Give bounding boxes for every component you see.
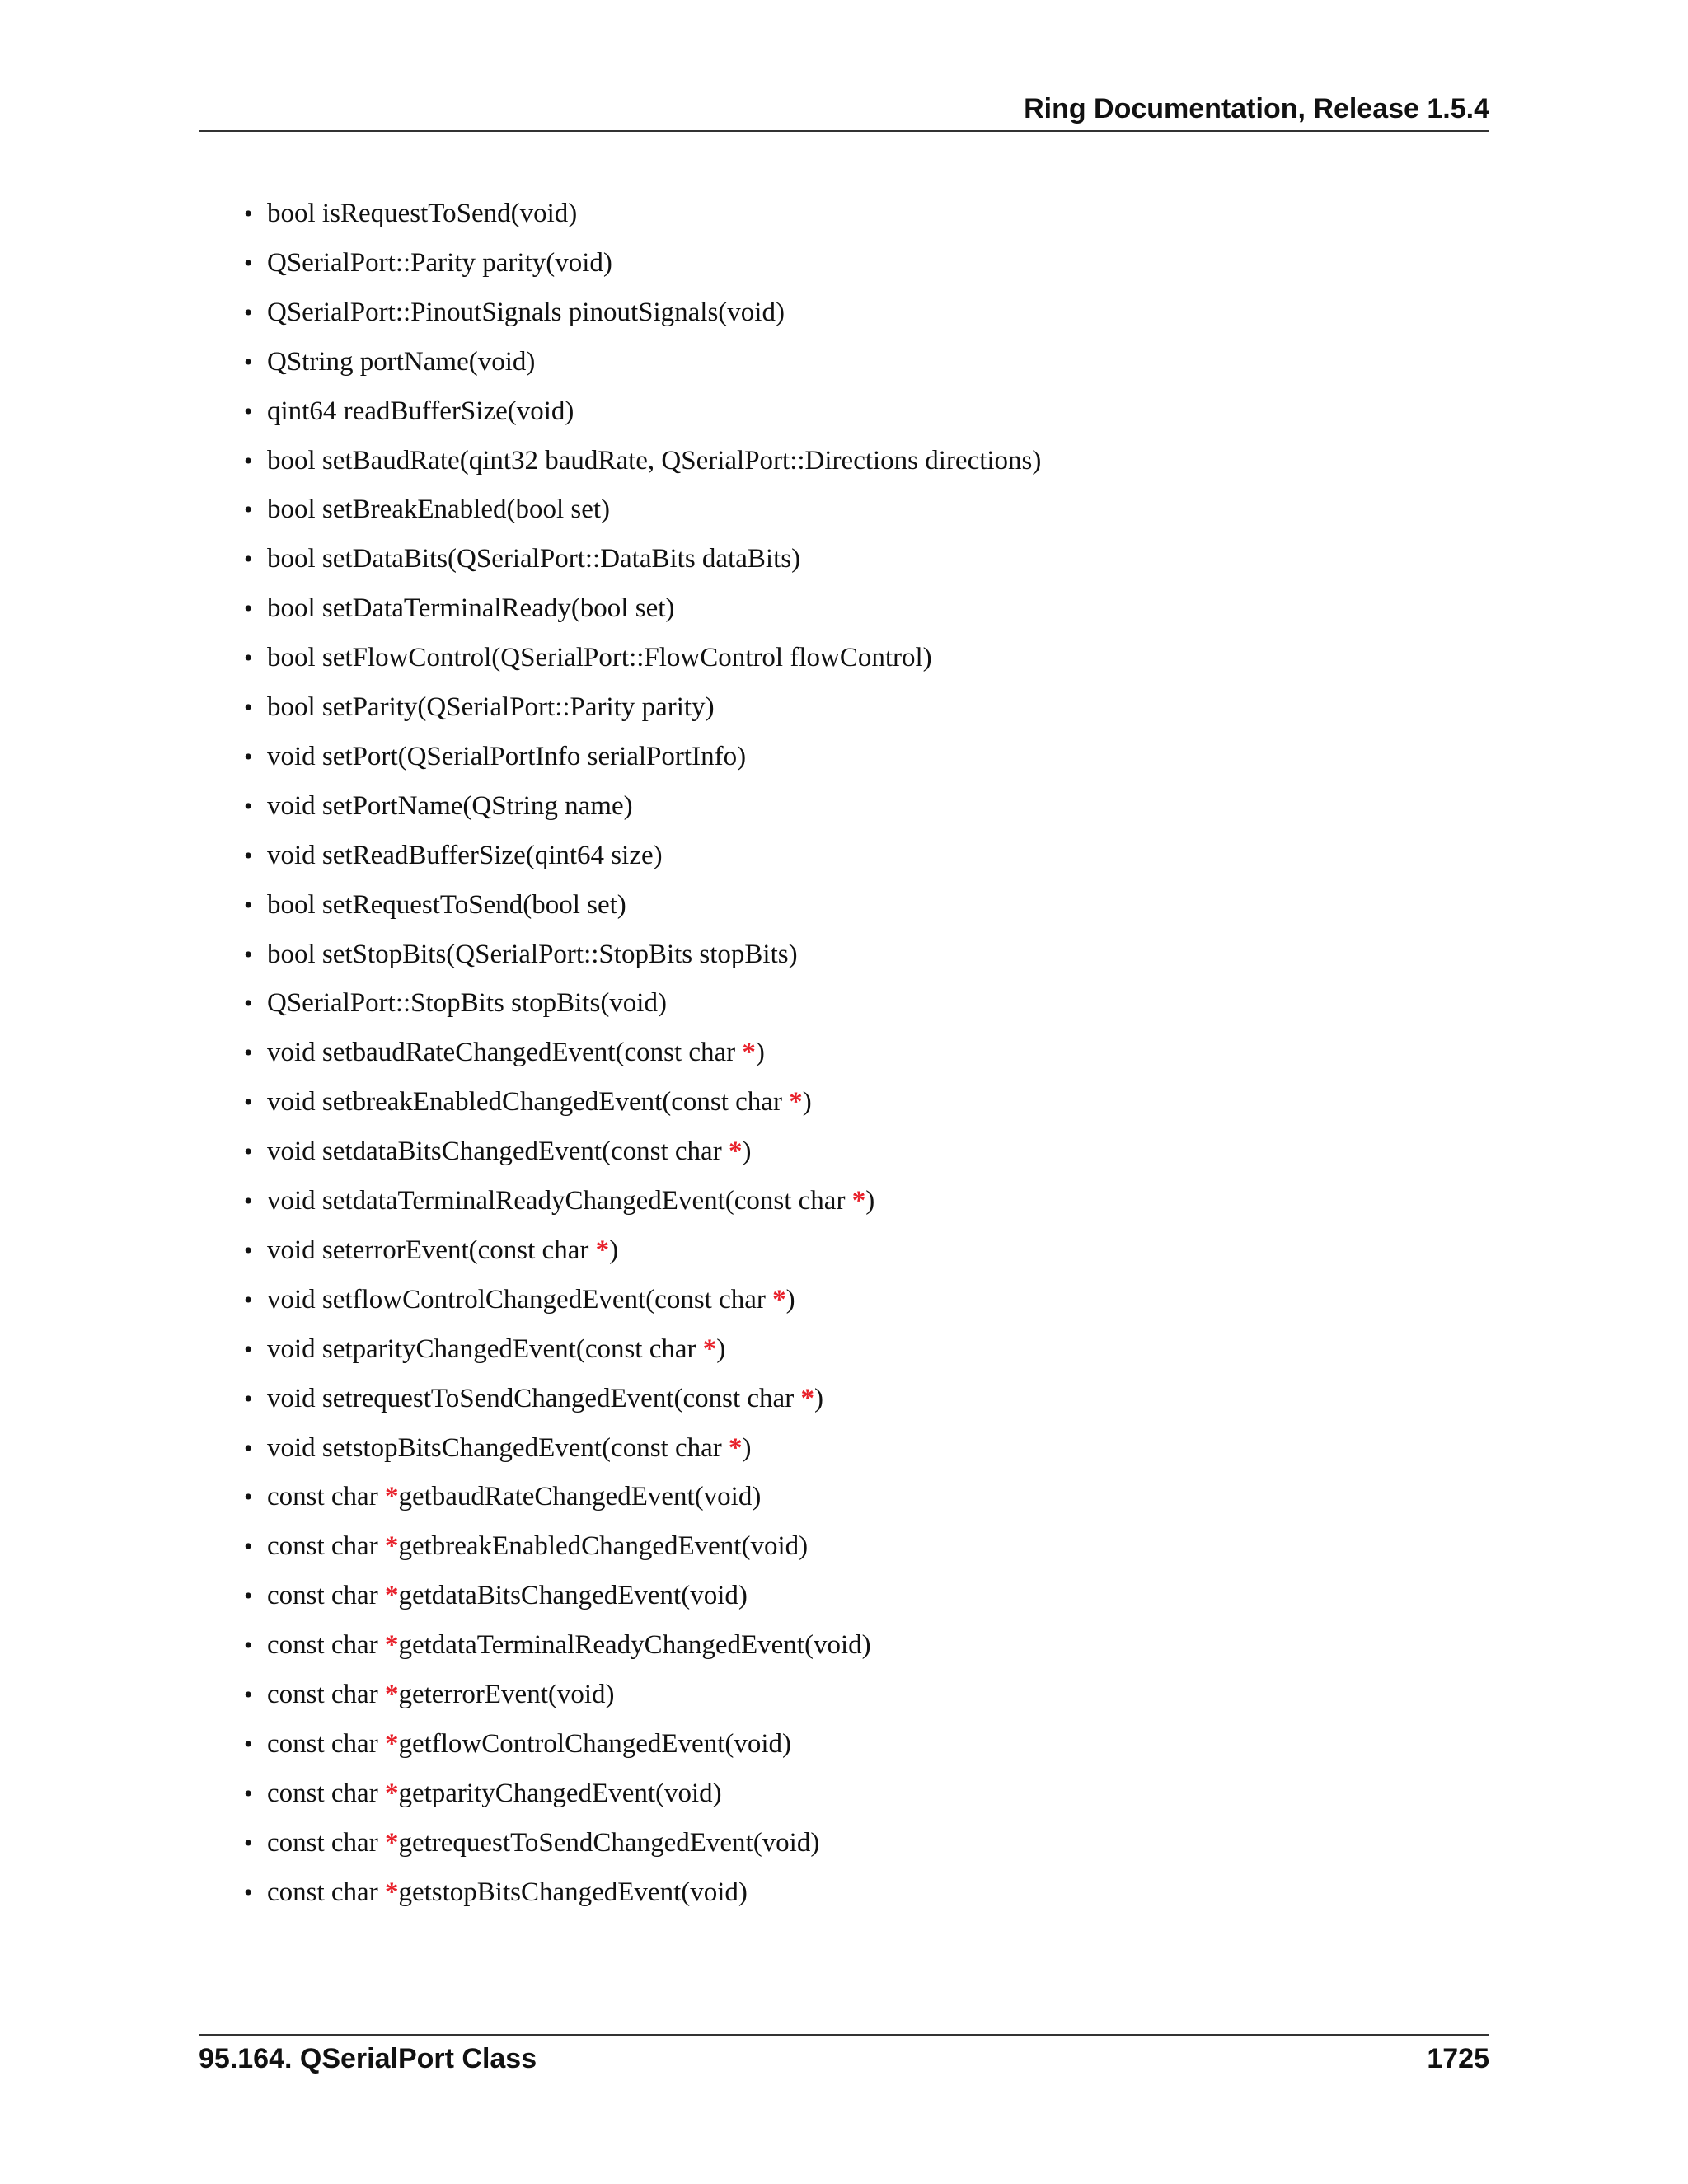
pointer-star: * <box>800 1384 814 1413</box>
method-signature-text: const char <box>267 1779 385 1808</box>
bullet-icon: • <box>244 496 253 523</box>
method-item <box>244 588 674 628</box>
method-signature-text: void setdataTerminalReadyChangedEvent(const char <box>267 1186 852 1216</box>
pointer-star: * <box>384 1581 399 1610</box>
method-item <box>244 1625 871 1665</box>
bullet-icon: • <box>244 546 253 573</box>
method-signature-text: const char <box>267 1729 385 1759</box>
method-signature-text: getflowControlChangedEvent(void) <box>398 1729 792 1759</box>
pointer-star: * <box>702 1334 717 1364</box>
bullet-icon: • <box>244 595 253 622</box>
bullet-icon: • <box>244 1286 253 1314</box>
bullet-icon: • <box>244 1435 253 1462</box>
method-item <box>244 243 612 283</box>
method-signature-text: bool setBaudRate(qint32 baudRate, QSerialPort::Directions directions) <box>267 446 1042 476</box>
bullet-icon: • <box>244 299 253 326</box>
method-item <box>244 1181 874 1221</box>
bullet-icon: • <box>244 250 253 277</box>
footer-section-title: 95.164. QSerialPort Class <box>199 2043 537 2074</box>
method-signature-text: bool setFlowControl(QSerialPort::FlowControl flowControl) <box>267 643 932 673</box>
running-header: Ring Documentation, Release 1.5.4 <box>1024 93 1489 124</box>
method-item <box>244 1872 748 1912</box>
method-signature-text: bool isRequestToSend(void) <box>267 199 578 228</box>
method-item <box>244 1033 765 1072</box>
method-item <box>244 490 610 529</box>
method-item <box>244 885 626 925</box>
running-footer <box>199 2042 1489 2075</box>
bullet-icon: • <box>244 1089 253 1116</box>
method-signature-text: const char <box>267 1877 385 1907</box>
method-signature-text: getbreakEnabledChangedEvent(void) <box>398 1531 809 1561</box>
bullet-icon: • <box>244 743 253 771</box>
method-item <box>244 1379 823 1418</box>
pointer-star: * <box>851 1186 866 1216</box>
method-signature-text: void setdataBitsChangedEvent(const char <box>267 1137 729 1166</box>
method-signature-text: getdataBitsChangedEvent(void) <box>398 1581 748 1610</box>
bullet-icon: • <box>244 1138 253 1165</box>
method-signature-text: QString portName(void) <box>267 347 536 377</box>
header-rule <box>199 130 1489 132</box>
method-signature-text: ) <box>742 1137 752 1166</box>
bullet-icon: • <box>244 1681 253 1708</box>
method-item <box>244 1132 751 1171</box>
method-signature-text: const char <box>267 1630 385 1660</box>
method-signature-text: geterrorEvent(void) <box>398 1680 615 1709</box>
method-signature-text: bool setBreakEnabled(bool set) <box>267 494 611 524</box>
pointer-star: * <box>384 1729 399 1759</box>
method-signature-text: const char <box>267 1531 385 1561</box>
bullet-icon: • <box>244 1780 253 1807</box>
method-signature-text: void seterrorEvent(const char <box>267 1235 596 1265</box>
pointer-star: * <box>789 1087 803 1117</box>
bullet-icon: • <box>244 1582 253 1610</box>
method-signature-text: bool setDataTerminalReady(bool set) <box>267 593 675 623</box>
method-signature-text: void setPort(QSerialPortInfo serialPortInfo) <box>267 742 747 771</box>
footer-rule <box>199 2034 1489 2036</box>
method-signature-text: bool setRequestToSend(bool set) <box>267 890 626 920</box>
method-item <box>244 983 667 1023</box>
method-item <box>244 1230 618 1270</box>
bullet-icon: • <box>244 990 253 1017</box>
method-signature-text: QSerialPort::Parity parity(void) <box>267 248 612 278</box>
pointer-star: * <box>728 1137 743 1166</box>
method-item <box>244 441 1041 480</box>
method-item <box>244 1082 812 1122</box>
bullet-icon: • <box>244 1879 253 1906</box>
method-item <box>244 1280 795 1319</box>
method-item <box>244 1675 615 1714</box>
method-signature-text: ) <box>755 1038 765 1067</box>
method-item <box>244 391 574 431</box>
method-signature-text: getbaudRateChangedEvent(void) <box>398 1482 762 1511</box>
bullet-icon: • <box>244 349 253 376</box>
method-item <box>244 1576 748 1615</box>
method-signature-text: bool setStopBits(QSerialPort::StopBits stopBits) <box>267 940 798 969</box>
method-signature-text: void setrequestToSendChangedEvent(const char <box>267 1384 801 1413</box>
pointer-star: * <box>384 1482 399 1511</box>
pointer-star: * <box>384 1630 399 1660</box>
bullet-icon: • <box>244 1483 253 1511</box>
bullet-icon: • <box>244 892 253 919</box>
page-number: 1725 <box>1427 2043 1489 2074</box>
method-item <box>244 1329 725 1369</box>
bullet-icon: • <box>244 1830 253 1857</box>
pointer-star: * <box>384 1877 399 1907</box>
method-signature-text: getstopBitsChangedEvent(void) <box>398 1877 748 1907</box>
method-item <box>244 1724 791 1764</box>
bullet-icon: • <box>244 793 253 820</box>
method-signature-text: const char <box>267 1828 385 1858</box>
method-signature-text: getrequestToSendChangedEvent(void) <box>398 1828 820 1858</box>
method-signature-text: ) <box>716 1334 726 1364</box>
bullet-icon: • <box>244 644 253 672</box>
method-item <box>244 687 715 727</box>
method-item <box>244 638 932 677</box>
method-signature-text: bool setParity(QSerialPort::Parity parity) <box>267 692 715 722</box>
method-signature-text: bool setDataBits(QSerialPort::DataBits dataBits) <box>267 544 801 574</box>
bullet-icon: • <box>244 842 253 869</box>
bullet-icon: • <box>244 1731 253 1758</box>
method-signature-text: qint64 readBufferSize(void) <box>267 396 574 426</box>
method-item <box>244 935 798 974</box>
method-signature-text: void setparityChangedEvent(const char <box>267 1334 703 1364</box>
method-signature-text: void setReadBufferSize(qint64 size) <box>267 841 663 870</box>
bullet-icon: • <box>244 941 253 968</box>
bullet-icon: • <box>244 1188 253 1215</box>
pointer-star: * <box>595 1235 610 1265</box>
pointer-star: * <box>384 1828 399 1858</box>
bullet-icon: • <box>244 1237 253 1264</box>
method-item <box>244 1428 752 1468</box>
bullet-icon: • <box>244 1385 253 1413</box>
pointer-star: * <box>384 1531 399 1561</box>
method-signature-text: const char <box>267 1482 385 1511</box>
bullet-icon: • <box>244 1336 253 1363</box>
bullet-icon: • <box>244 448 253 475</box>
bullet-icon: • <box>244 1632 253 1659</box>
pointer-star: * <box>772 1285 786 1315</box>
method-item <box>244 539 800 579</box>
method-item <box>244 836 663 875</box>
method-item <box>244 194 577 233</box>
method-signature-text: void setPortName(QString name) <box>267 791 633 821</box>
method-item <box>244 1774 722 1813</box>
method-item <box>244 1823 819 1863</box>
pointer-star: * <box>384 1779 399 1808</box>
method-signature-text: void setstopBitsChangedEvent(const char <box>267 1433 729 1463</box>
method-item <box>244 786 633 826</box>
method-item <box>244 1526 808 1566</box>
method-signature-text: ) <box>785 1285 795 1315</box>
method-signature-text: const char <box>267 1581 385 1610</box>
method-item <box>244 293 785 332</box>
pointer-star: * <box>742 1038 756 1067</box>
pointer-star: * <box>729 1433 743 1463</box>
method-signature-text: ) <box>609 1235 619 1265</box>
method-item <box>244 342 535 382</box>
pointer-star: * <box>384 1680 399 1709</box>
bullet-icon: • <box>244 200 253 227</box>
method-signature-text: void setbreakEnabledChangedEvent(const char <box>267 1087 790 1117</box>
method-signature-text: ) <box>865 1186 875 1216</box>
bullet-icon: • <box>244 398 253 425</box>
method-signature-text: void setbaudRateChangedEvent(const char <box>267 1038 743 1067</box>
method-signature-text: ) <box>802 1087 812 1117</box>
method-item <box>244 1477 761 1516</box>
bullet-icon: • <box>244 1533 253 1560</box>
method-signature-text: ) <box>742 1433 752 1463</box>
method-signature-text: QSerialPort::PinoutSignals pinoutSignals(void) <box>267 298 785 327</box>
method-signature-text: QSerialPort::StopBits stopBits(void) <box>267 988 667 1018</box>
method-signature-text: getparityChangedEvent(void) <box>398 1779 722 1808</box>
method-signature-text: void setflowControlChangedEvent(const char <box>267 1285 773 1315</box>
bullet-icon: • <box>244 1039 253 1066</box>
bullet-icon: • <box>244 694 253 721</box>
method-signature-text: const char <box>267 1680 385 1709</box>
method-item <box>244 737 746 776</box>
method-signature-text: getdataTerminalReadyChangedEvent(void) <box>398 1630 871 1660</box>
method-signature-text: ) <box>814 1384 823 1413</box>
